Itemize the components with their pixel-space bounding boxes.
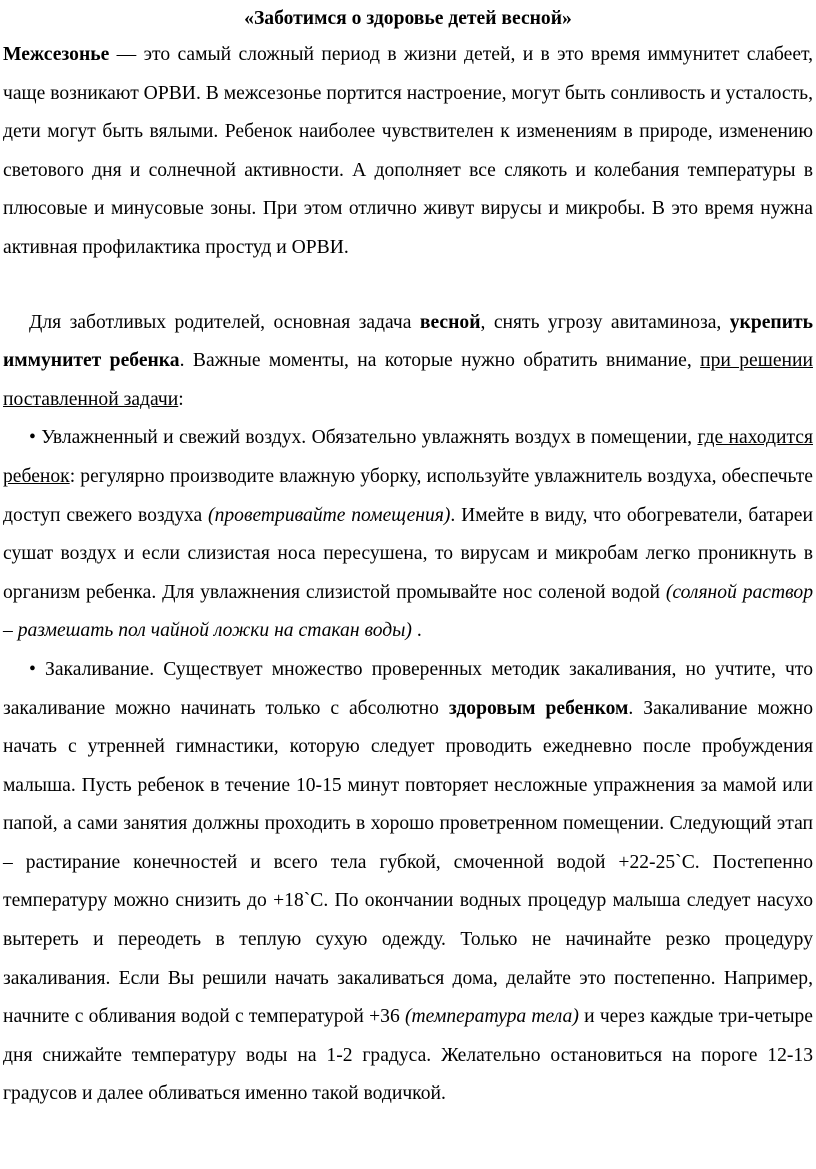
document-title: «Заботимся о здоровье детей весной» [244, 8, 572, 29]
air-text-4: . [411, 620, 422, 642]
air-text-1: • Увлажненный и свежий воздух. Обязательно увлажнять воздух в помещении, [29, 427, 698, 449]
parents-text-4: : [178, 388, 184, 410]
paragraph-parents-task [3, 304, 813, 420]
air-text-3: . Имейте в виду, что обогреватели, батареи сушат воздух и если слизистая носа пересушена, то вирусам и микробам легко проникнуть в организм ребенка. Для увлажнения слизистой промывайте нос соленой водой [3, 504, 813, 603]
air-italic-ventilate: (проветривайте помещения) [208, 504, 451, 526]
parents-bold-immunity: укрепить иммунитет ребенка [3, 311, 813, 372]
intro-lead-term: Межсезонье [3, 44, 110, 65]
air-text-2: : регулярно производите влажную уборку, используйте увлажнитель воздуха, обеспечьте доступ свежего воздуха [3, 465, 813, 526]
paragraph-gap [3, 268, 813, 304]
parents-underline-task: при решении поставленной задачи [3, 350, 813, 410]
parents-text-2: , снять угрозу авитаминоза, [480, 311, 730, 333]
paragraph-air [3, 419, 813, 651]
air-underline-child-location: где находится ребенок [3, 427, 813, 487]
parents-text-3: . Важные моменты, на которые нужно обратить внимание, [179, 350, 701, 372]
paragraph-hardening [3, 651, 813, 1114]
hardening-text-2: . Закаливание можно начать с утренней гимнастики, которую следует проводить ежедневно после пробуждения малыша. Пусть ребенок в течение 10-15 минут повторяет несложные упражнения за мамой или папой, а сами занятия должны проходить в хорошо проветренном помещении. Следующий этап – растирание конечностей и всего тела губкой, смоченной водой +22-25`С. Постепенно температуру можно снизить до +18`С. По окончании водных процедур малыша следует насухо вытереть и переодеть в теплую сухую одежду. Только не начинайте резко процедуру закаливания. Если Вы решили начать закаливаться дома, делайте это постепенно. Например, начните с обливания водой с температурой +36 [3, 697, 813, 1028]
hardening-italic-body-temp: (температура тела) [405, 1006, 579, 1028]
paragraph-intro [3, 36, 813, 268]
intro-text: — это самый сложный период в жизни детей, и в это время иммунитет слабеет, чаще возникают ОРВИ. В межсезонье портится настроение, могут быть сонливость и усталость, дети могут быть вялыми. Ребенок наиболее чувствителен к изменениям в природе, изменению светового дня и солнечной активности. А дополняет все слякоть и колебания температуры в плюсовые и минусовые зоны. При этом отлично живут вирусы и микробы. В это время нужна активная профилактика простуд и ОРВИ. [3, 44, 813, 258]
air-italic-salt-solution: (соляной раствор – размешать пол чайной ложки на стакан воды) [3, 581, 813, 642]
parents-text-1: Для заботливых родителей, основная задача [29, 311, 420, 333]
parents-bold-spring: весной [419, 311, 481, 333]
hardening-text-1: • Закаливание. Существует множество проверенных методик закаливания, но учтите, что закаливание можно начинать только с абсолютно [3, 658, 813, 719]
hardening-bold-healthy-child: здоровым ребенком [448, 697, 629, 719]
hardening-text-3: и через каждые три-четыре дня снижайте температуру воды на 1-2 градуса. Желательно остановиться на пороге 12-13 градусов и далее обливаться именно такой водичкой. [3, 1006, 813, 1105]
